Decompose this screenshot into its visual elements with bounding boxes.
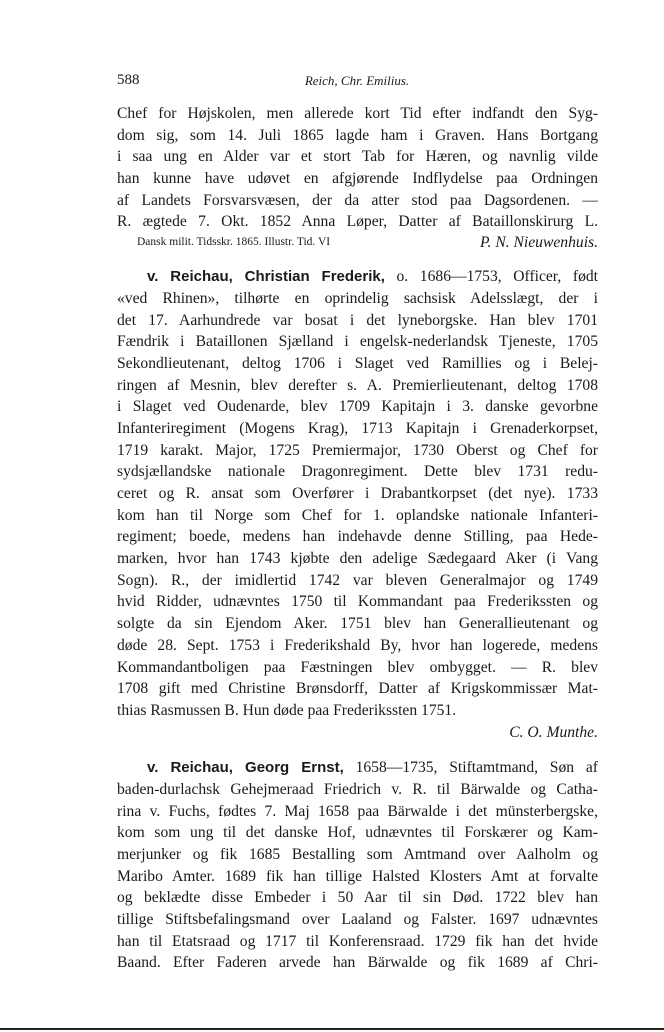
text-line: døde 28. Sept. 1753 i Frederikshald By, hvor han logerede, medens <box>117 636 598 654</box>
source-citation <box>117 233 598 252</box>
source-references: Dansk milit. Tidsskr. 1865. Illustr. Tid. VI <box>137 236 331 249</box>
text-line: Sekondlieutenant, deltog 1706 i Slaget ved Ramillies og i Belej- <box>117 354 598 372</box>
text-line: Kommandantboligen paa Fæstningen blev ombygget. — R. blev <box>117 658 598 676</box>
text-line: han kunne have udøvet en afgjørende Indflydelse paa Ordningen <box>117 170 598 188</box>
text-line: og beklædte disse Embeder i 50 Aar til sin Død. 1722 blev han <box>117 889 598 907</box>
text-line: sydsjællandske nationale Dragonregiment. Dette blev 1731 redu- <box>117 463 598 481</box>
text-line: baden-durlachsk Gehejmeraad Friedrich v. R. til Bärwalde og Catha- <box>117 780 598 798</box>
text-line: af Landets Forsvarsvæsen, der da atter stod paa Dagsordenen. — <box>117 191 598 209</box>
text-line: 1708 gift med Christine Brønsdorff, Datter af Krigskommissær Mat- <box>117 680 598 698</box>
entry-previous <box>117 103 598 252</box>
text-line: i saa ung en Alder var et stort Tab for Hæren, og navnlig vilde <box>117 148 598 166</box>
running-title: Reich, Chr. Emilius. <box>304 73 410 88</box>
entry-georg-ernst <box>117 757 598 974</box>
running-header <box>117 72 597 92</box>
text-line: Baand. Efter Faderen arvede han Bärwalde og fik 1689 af Chri- <box>117 954 598 972</box>
text-line: R. ægtede 7. Okt. 1852 Anna Løper, Datter af Bataillonskirurg L. <box>117 213 598 231</box>
text-line: kom han til Norge som Chef for 1. oplandske nationale Infanteri- <box>117 506 598 524</box>
entry-first-line-text: o. 1686—1753, Officer, født <box>384 268 598 286</box>
text-line: solgte da sin Ejendom Aker. 1751 blev han Generallieutenant og <box>117 615 598 633</box>
text-line: «ved Rhinen», tilhørte en oprindelig sachsisk Adelsslægt, der i <box>117 289 598 307</box>
text-line: dom sig, som 14. Juli 1865 lagde ham i Graven. Hans Bortgang <box>117 126 598 144</box>
text-line: rina v. Fuchs, fødtes 7. Maj 1658 paa Bärwalde i det münsterbergske, <box>117 802 598 820</box>
page-number: 588 <box>117 72 140 88</box>
text-line: marken, hvor han 1743 kjøbte den adelige Sædegaard Aker (i Vang <box>117 550 598 568</box>
text-line: thias Rasmussen B. Hun døde paa Frederikssten 1751. <box>117 701 457 719</box>
entry-headword: v. Reichau, Georg Ernst, <box>147 759 344 777</box>
entry-author: P. N. Nieuwenhuis. <box>480 234 598 252</box>
entry-first-line <box>117 757 598 779</box>
text-line: Sogn). R., der imidlertid 1742 var bleven Generalmajor og 1749 <box>117 571 598 589</box>
text-line: i Slaget ved Oudenarde, blev 1709 Kapitajn i 3. danske gevorbne <box>117 398 598 416</box>
text-line: Maribo Amter. 1689 fik han tillige Halsted Klosters Amt at forvalte <box>117 867 598 885</box>
entry-author: C. O. Munthe. <box>509 723 598 741</box>
text-line: regiment; boede, medens han indehavde denne Stilling, paa Hede- <box>117 528 598 546</box>
text-line: Chef for Højskolen, men allerede kort Tid efter indfandt den Syg- <box>117 105 598 122</box>
text-line: han til Etatsraad og 1717 til Konferensraad. 1729 fik han det hvide <box>117 932 598 950</box>
text-line: kom som ung til det danske Hof, udnævntes til Forskærer og Kam- <box>117 824 598 842</box>
text-line: ceret og R. ansat som Overfører i Drabantkorpset (det nye). 1733 <box>117 485 598 502</box>
body-text <box>117 103 598 974</box>
page-bottom-edge <box>0 1028 664 1030</box>
text-line: det 17. Aarhundrede var bosat i det lyneborgske. Han blev 1701 <box>117 311 598 329</box>
entry-headword: v. Reichau, Christian Frederik, <box>147 268 385 286</box>
text-line: Fændrik i Bataillonen Sjælland i engelsk-nederlandsk Tjeneste, 1705 <box>117 333 598 351</box>
text-line: merjunker og fik 1685 Bestalling som Amtmand over Aalholm og <box>117 846 598 863</box>
text-line: 1719 karakt. Major, 1725 Premiermajor, 1730 Oberst og Chef for <box>117 441 598 459</box>
entry-first-line-text: 1658—1735, Stiftamtmand, Søn af <box>343 759 598 777</box>
entry-first-line <box>117 266 598 288</box>
text-line: ringen af Mesnin, blev derefter s. A. Premierlieutenant, deltog 1708 <box>117 376 598 394</box>
entry-christian-frederik <box>117 266 598 743</box>
text-line: hvid Ridder, udnævntes 1750 til Kommandant paa Frederikssten og <box>117 593 598 611</box>
text-line: Infanteriregiment (Mogens Krag), 1713 Kapitajn i Grenaderkorpset, <box>117 419 598 437</box>
text-line: tillige Stiftsbefalingsmand over Laaland og Falster. 1697 udnævntes <box>117 911 598 929</box>
